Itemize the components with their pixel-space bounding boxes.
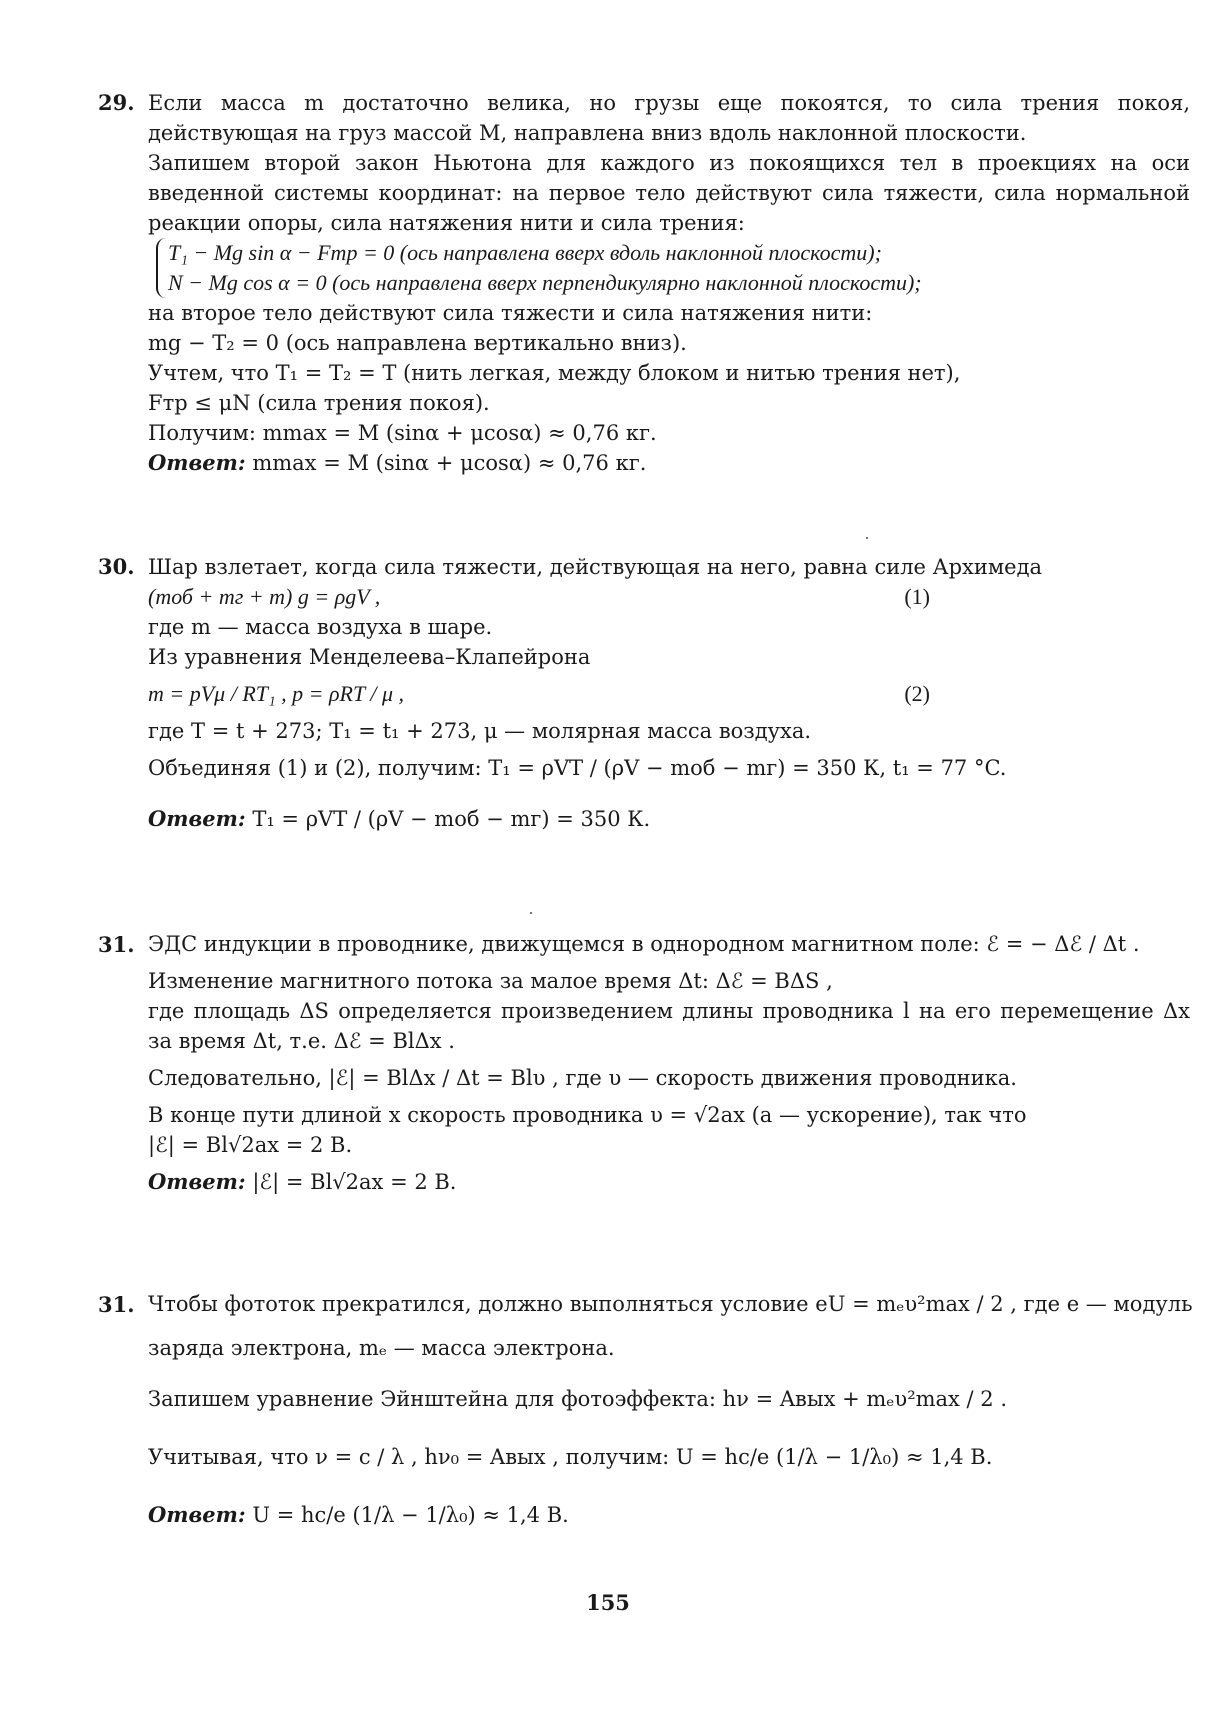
text-line: |ℰ| = Bl√2ax = 2 В. (148, 1133, 353, 1157)
problem-31-photoeffect (98, 1290, 1193, 1544)
text-line: где m — масса воздуха в шаре. (148, 615, 493, 639)
answer-line (148, 448, 1190, 478)
problem-number: 30. (98, 554, 135, 579)
answer-line (148, 1160, 1190, 1204)
equation-number: (2) (904, 681, 930, 706)
equation-line (148, 582, 1190, 612)
problem-number: 31. (98, 932, 135, 957)
text-line: Изменение магнитного потока за малое время Δt: Δℰ = BΔS , (148, 969, 833, 993)
answer-line (148, 790, 1190, 848)
text-line: Чтобы фототок прекратился, должно выполняться условие eU = mₑυ²max / 2 , где e — модуль (148, 1292, 1193, 1316)
text-line: ЭДС индукции в проводнике, движущемся в однородном магнитном поле: ℰ = − Δℰ / Δt . (148, 932, 1140, 956)
equation-text: (mоб + mг + m) g = ρgV , (148, 584, 381, 609)
equation-text: m = pVμ / RT₁ , p = ρRT / μ , (148, 681, 404, 706)
text-line: где T = t + 273; T₁ = t₁ + 273, μ — молярная масса воздуха. (148, 719, 812, 743)
answer-label: Ответ: (148, 1169, 246, 1194)
problem-number: 29. (98, 90, 135, 115)
problem-30 (98, 552, 1190, 848)
equation-number: (1) (904, 584, 930, 609)
problem-body (148, 552, 1190, 848)
scan-speck (530, 912, 532, 914)
equation-line: N − Mg cos α = 0 (ось направлена вверх перпендикулярно наклонной плоскости); (168, 270, 922, 295)
text-line: Запишем уравнение Эйнштейна для фотоэффекта: hν = Aвых + mₑυ²max / 2 . (148, 1387, 1008, 1411)
problem-body (148, 922, 1190, 1204)
answer-label: Ответ: (148, 1502, 246, 1527)
answer-line (148, 1486, 1190, 1544)
problem-body (148, 1282, 1193, 1544)
text-line: Объединяя (1) и (2), получим: T₁ = ρVT / (ρV − mоб − mг) = 350 К, t₁ = 77 °C. (148, 756, 1007, 780)
answer-label: Ответ: (148, 450, 246, 475)
text-line: на второе тело действуют сила тяжести и сила натяжения нити: (148, 301, 873, 325)
equation-line (148, 672, 1190, 716)
answer-value: |ℰ| = Bl√2ax = 2 В. (252, 1170, 457, 1194)
answer-value: T₁ = ρVT / (ρV − mоб − mг) = 350 К. (252, 807, 651, 831)
text-line: Учтем, что T₁ = T₂ = T (нить легкая, между блоком и нитью трения нет), (148, 361, 961, 385)
text-line: mg − T₂ = 0 (ось направлена вертикально вниз). (148, 331, 687, 355)
page-number: 155 (586, 1590, 630, 1615)
text-line: Получим: mmax = M (sinα + μcosα) ≈ 0,76 кг. (148, 421, 657, 445)
problem-31-emf (98, 930, 1190, 1204)
problem-body (148, 88, 1190, 478)
problem-29 (98, 88, 1190, 478)
equation-line: T₁ − Mg sin α − Fтр = 0 (ось направлена вверх вдоль наклонной плоскости); (168, 240, 882, 265)
text-line: Следовательно, |ℰ| = BlΔx / Δt = Blυ , где υ — скорость движения проводника. (148, 1066, 1017, 1090)
text-line: В конце пути длиной x скорость проводника υ = √2ax (a — ускорение), так что (148, 1103, 1027, 1127)
text-line: Шар взлетает, когда сила тяжести, действующая на него, равна силе Архимеда (148, 555, 1043, 579)
text-line: где площадь ΔS определяется произведением длины проводника l на его перемещение Δx за время Δt, т.е. Δℰ = BlΔx . (148, 999, 1190, 1053)
text-line: Учитывая, что ν = c / λ , hν₀ = Aвых , получим: U = hc/e (1/λ − 1/λ₀) ≈ 1,4 В. (148, 1445, 993, 1469)
text-line: Запишем второй закон Ньютона для каждого из покоящихся тел в проекциях на оси введенной системы координат: на первое тело действуют сила тяжести, сила нормальной реакции опоры, сила натяжения нити и сила трения: (148, 151, 1190, 235)
text-line: Fтр ≤ μN (сила трения покоя). (148, 391, 490, 415)
text-line: Если масса m достаточно велика, но грузы еще покоятся, то сила трения покоя, действующая на груз массой M, направлена вниз вдоль наклонной плоскости. (148, 91, 1190, 145)
answer-label: Ответ: (148, 806, 246, 831)
answer-value: U = hc/e (1/λ − 1/λ₀) ≈ 1,4 В. (252, 1503, 569, 1527)
answer-value: mmax = M (sinα + μcosα) ≈ 0,76 кг. (252, 451, 647, 475)
text-line: заряда электрона, mₑ — масса электрона. (148, 1336, 615, 1360)
equation-system (156, 238, 922, 298)
scan-speck (866, 537, 868, 539)
text-line: Из уравнения Менделеева–Клапейрона (148, 645, 591, 669)
problem-number: 31. (98, 1292, 135, 1317)
